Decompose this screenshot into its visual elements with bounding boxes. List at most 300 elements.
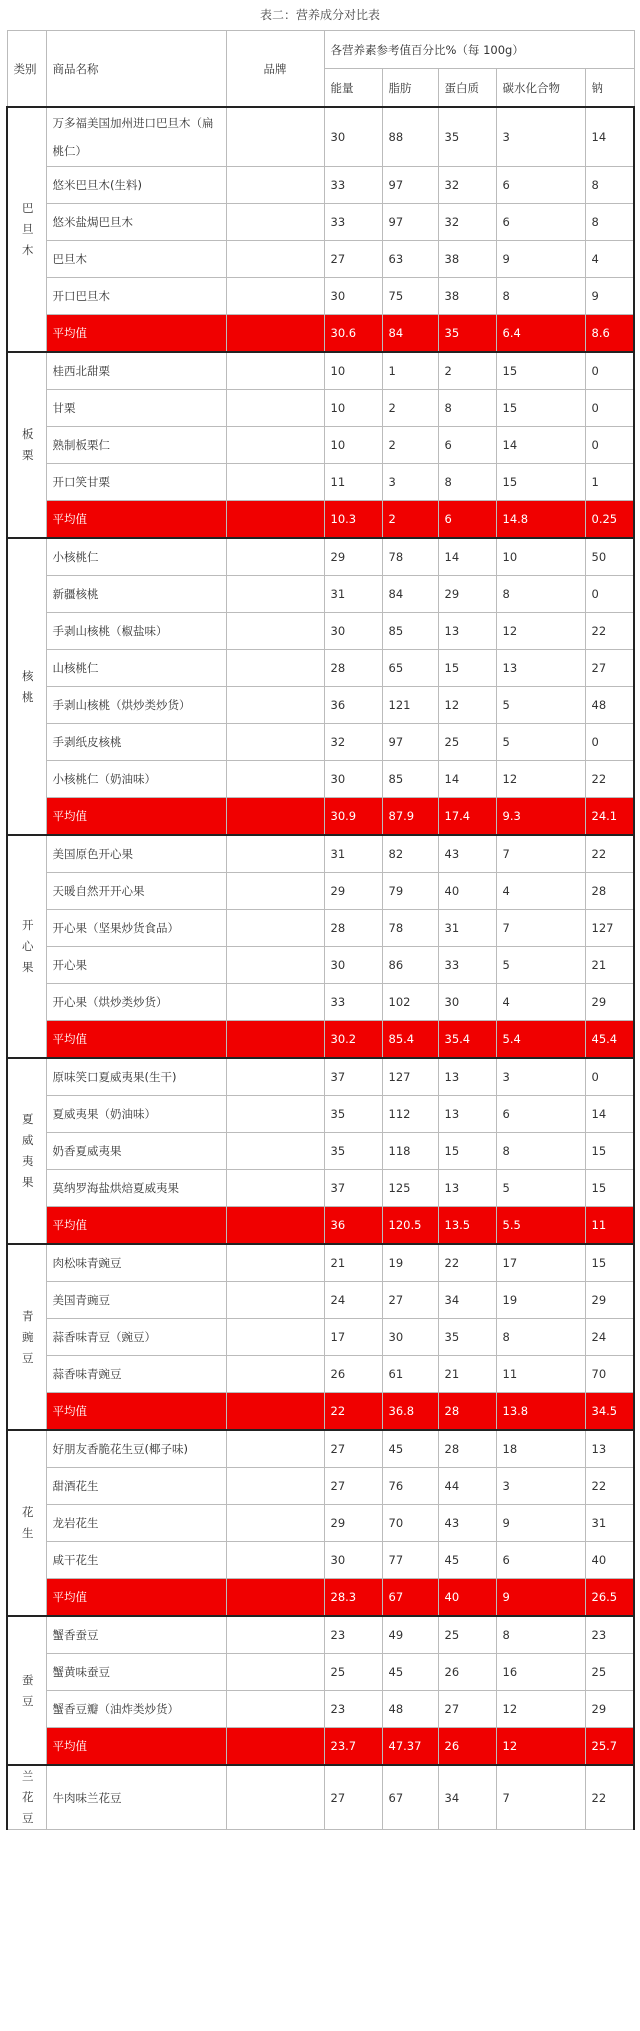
product-name-cell: 熟制板栗仁: [46, 427, 226, 464]
average-fat-cell: 84: [382, 315, 438, 353]
fat-cell: 30: [382, 1319, 438, 1356]
energy-cell: 37: [324, 1058, 382, 1096]
product-name-cell: 龙岩花生: [46, 1505, 226, 1542]
fat-cell: 27: [382, 1282, 438, 1319]
protein-cell: 38: [438, 241, 496, 278]
energy-cell: 30: [324, 278, 382, 315]
category-cell: 板栗: [7, 352, 46, 538]
protein-cell: 2: [438, 352, 496, 390]
table-row: [7, 1430, 634, 1468]
energy-cell: 29: [324, 1505, 382, 1542]
brand-cell: [226, 352, 324, 390]
brand-cell: [226, 613, 324, 650]
energy-cell: 11: [324, 464, 382, 501]
category-cell: 青豌豆: [7, 1244, 46, 1430]
average-label: 平均值: [46, 1207, 226, 1245]
carbs-cell: 11: [496, 1356, 585, 1393]
carbs-cell: 18: [496, 1430, 585, 1468]
fat-cell: 78: [382, 910, 438, 947]
category-cell: 蚕豆: [7, 1616, 46, 1765]
brand-cell: [226, 835, 324, 873]
average-label: 平均值: [46, 1021, 226, 1059]
average-energy-cell: 30.2: [324, 1021, 382, 1059]
brand-cell: [226, 947, 324, 984]
product-name-cell: 手剥山核桃（椒盐味）: [46, 613, 226, 650]
product-name-cell: 美国青豌豆: [46, 1282, 226, 1319]
energy-cell: 37: [324, 1170, 382, 1207]
product-name-cell: 新疆核桃: [46, 576, 226, 613]
table-row: [7, 204, 634, 241]
average-protein-cell: 35.4: [438, 1021, 496, 1059]
brand-cell: [226, 1691, 324, 1728]
average-row: [7, 798, 634, 836]
sodium-cell: 4: [585, 241, 634, 278]
energy-cell: 17: [324, 1319, 382, 1356]
sodium-cell: 8: [585, 204, 634, 241]
average-sodium-cell: 25.7: [585, 1728, 634, 1766]
average-sodium-cell: 11: [585, 1207, 634, 1245]
fat-cell: 65: [382, 650, 438, 687]
brand-cell: [226, 910, 324, 947]
average-carbs-cell: 6.4: [496, 315, 585, 353]
protein-cell: 12: [438, 687, 496, 724]
table-row: [7, 1096, 634, 1133]
energy-cell: 10: [324, 427, 382, 464]
average-protein-cell: 13.5: [438, 1207, 496, 1245]
carbs-cell: 6: [496, 1542, 585, 1579]
category-cell: 核桃: [7, 538, 46, 835]
product-name-cell: 好朋友香脆花生豆(椰子味): [46, 1430, 226, 1468]
average-protein-cell: 35: [438, 315, 496, 353]
product-name-cell: 蟹黄味蚕豆: [46, 1654, 226, 1691]
average-energy-cell: 22: [324, 1393, 382, 1431]
protein-cell: 25: [438, 1616, 496, 1654]
brand-cell: [226, 1505, 324, 1542]
energy-cell: 36: [324, 687, 382, 724]
table-row: [7, 167, 634, 204]
carbs-cell: 6: [496, 204, 585, 241]
protein-cell: 8: [438, 464, 496, 501]
brand-cell: [226, 873, 324, 910]
fat-cell: 49: [382, 1616, 438, 1654]
sodium-cell: 24: [585, 1319, 634, 1356]
average-fat-cell: 2: [382, 501, 438, 539]
brand-cell: [226, 1765, 324, 1830]
sodium-cell: 0: [585, 576, 634, 613]
brand-cell: [226, 984, 324, 1021]
carbs-cell: 4: [496, 984, 585, 1021]
table-row: [7, 107, 634, 167]
energy-cell: 35: [324, 1133, 382, 1170]
sodium-cell: 0: [585, 427, 634, 464]
brand-cell: [226, 1356, 324, 1393]
carbs-cell: 12: [496, 761, 585, 798]
average-row: [7, 1728, 634, 1766]
sodium-cell: 48: [585, 687, 634, 724]
sodium-cell: 0: [585, 390, 634, 427]
average-brand-cell: [226, 798, 324, 836]
product-name-cell: 甘栗: [46, 390, 226, 427]
carbs-cell: 7: [496, 910, 585, 947]
energy-cell: 33: [324, 984, 382, 1021]
average-fat-cell: 85.4: [382, 1021, 438, 1059]
table-row: [7, 538, 634, 576]
product-name-cell: 美国原色开心果: [46, 835, 226, 873]
sodium-cell: 1: [585, 464, 634, 501]
carbs-cell: 12: [496, 1691, 585, 1728]
protein-cell: 43: [438, 835, 496, 873]
energy-cell: 10: [324, 390, 382, 427]
brand-cell: [226, 1058, 324, 1096]
table-row: [7, 1691, 634, 1728]
average-brand-cell: [226, 1579, 324, 1617]
table-row: [7, 241, 634, 278]
carbs-cell: 15: [496, 464, 585, 501]
product-name-cell: 巴旦木: [46, 241, 226, 278]
table-row: [7, 1170, 634, 1207]
table-title: 表二：营养成分对比表: [259, 8, 380, 22]
header-fat: 脂肪: [382, 69, 438, 108]
average-protein-cell: 40: [438, 1579, 496, 1617]
fat-cell: 102: [382, 984, 438, 1021]
table-row: [7, 835, 634, 873]
table-row: [7, 761, 634, 798]
table-row: [7, 427, 634, 464]
product-name-cell: 夏威夷果（奶油味）: [46, 1096, 226, 1133]
carbs-cell: 9: [496, 241, 585, 278]
carbs-cell: 3: [496, 1058, 585, 1096]
product-name-cell: 万多福美国加州进口巴旦木（扁桃仁）: [46, 107, 226, 167]
carbs-cell: 14: [496, 427, 585, 464]
protein-cell: 43: [438, 1505, 496, 1542]
category-cell: 夏威夷果: [7, 1058, 46, 1244]
protein-cell: 26: [438, 1654, 496, 1691]
brand-cell: [226, 390, 324, 427]
average-row: [7, 1021, 634, 1059]
energy-cell: 10: [324, 352, 382, 390]
brand-cell: [226, 1319, 324, 1356]
product-name-cell: 开口笑甘栗: [46, 464, 226, 501]
protein-cell: 44: [438, 1468, 496, 1505]
table-row: [7, 278, 634, 315]
carbs-cell: 8: [496, 1319, 585, 1356]
sodium-cell: 22: [585, 761, 634, 798]
carbs-cell: 5: [496, 687, 585, 724]
energy-cell: 31: [324, 835, 382, 873]
table-row: [7, 1616, 634, 1654]
sodium-cell: 14: [585, 107, 634, 167]
protein-cell: 38: [438, 278, 496, 315]
category-cell: 开心果: [7, 835, 46, 1058]
energy-cell: 26: [324, 1356, 382, 1393]
carbs-cell: 12: [496, 613, 585, 650]
sodium-cell: 0: [585, 1058, 634, 1096]
sodium-cell: 15: [585, 1133, 634, 1170]
carbs-cell: 10: [496, 538, 585, 576]
header-sodium: 钠: [585, 69, 634, 108]
protein-cell: 22: [438, 1244, 496, 1282]
brand-cell: [226, 1430, 324, 1468]
average-fat-cell: 67: [382, 1579, 438, 1617]
product-name-cell: 手剥山核桃（烘炒类炒货）: [46, 687, 226, 724]
energy-cell: 28: [324, 650, 382, 687]
average-energy-cell: 36: [324, 1207, 382, 1245]
carbs-cell: 6: [496, 167, 585, 204]
table-row: [7, 1282, 634, 1319]
product-name-cell: 小核桃仁: [46, 538, 226, 576]
brand-cell: [226, 1096, 324, 1133]
energy-cell: 27: [324, 1430, 382, 1468]
average-protein-cell: 26: [438, 1728, 496, 1766]
sodium-cell: 22: [585, 835, 634, 873]
sodium-cell: 23: [585, 1616, 634, 1654]
protein-cell: 13: [438, 1170, 496, 1207]
carbs-cell: 7: [496, 1765, 585, 1830]
fat-cell: 45: [382, 1654, 438, 1691]
product-name-cell: 开心果: [46, 947, 226, 984]
sodium-cell: 27: [585, 650, 634, 687]
sodium-cell: 28: [585, 873, 634, 910]
brand-cell: [226, 167, 324, 204]
sodium-cell: 31: [585, 1505, 634, 1542]
sodium-cell: 0: [585, 352, 634, 390]
brand-cell: [226, 724, 324, 761]
table-row: [7, 873, 634, 910]
energy-cell: 23: [324, 1691, 382, 1728]
average-sodium-cell: 24.1: [585, 798, 634, 836]
average-carbs-cell: 12: [496, 1728, 585, 1766]
sodium-cell: 8: [585, 167, 634, 204]
fat-cell: 97: [382, 204, 438, 241]
sodium-cell: 50: [585, 538, 634, 576]
energy-cell: 33: [324, 204, 382, 241]
protein-cell: 25: [438, 724, 496, 761]
brand-cell: [226, 761, 324, 798]
protein-cell: 15: [438, 650, 496, 687]
brand-cell: [226, 464, 324, 501]
protein-cell: 33: [438, 947, 496, 984]
sodium-cell: 25: [585, 1654, 634, 1691]
carbs-cell: 16: [496, 1654, 585, 1691]
fat-cell: 121: [382, 687, 438, 724]
protein-cell: 8: [438, 390, 496, 427]
brand-cell: [226, 1468, 324, 1505]
energy-cell: 33: [324, 167, 382, 204]
energy-cell: 27: [324, 1468, 382, 1505]
protein-cell: 40: [438, 873, 496, 910]
fat-cell: 84: [382, 576, 438, 613]
carbs-cell: 9: [496, 1505, 585, 1542]
protein-cell: 32: [438, 204, 496, 241]
sodium-cell: 21: [585, 947, 634, 984]
sodium-cell: 29: [585, 1691, 634, 1728]
sodium-cell: 22: [585, 613, 634, 650]
product-name-cell: 悠米盐焗巴旦木: [46, 204, 226, 241]
table-row: [7, 464, 634, 501]
sodium-cell: 127: [585, 910, 634, 947]
header-energy: 能量: [324, 69, 382, 108]
average-label: 平均值: [46, 315, 226, 353]
average-protein-cell: 6: [438, 501, 496, 539]
average-energy-cell: 28.3: [324, 1579, 382, 1617]
protein-cell: 35: [438, 1319, 496, 1356]
brand-cell: [226, 278, 324, 315]
average-sodium-cell: 26.5: [585, 1579, 634, 1617]
table-row: [7, 947, 634, 984]
protein-cell: 34: [438, 1282, 496, 1319]
fat-cell: 118: [382, 1133, 438, 1170]
energy-cell: 27: [324, 241, 382, 278]
carbs-cell: 13: [496, 650, 585, 687]
product-name-cell: 开心果（坚果炒货食品）: [46, 910, 226, 947]
brand-cell: [226, 687, 324, 724]
product-name-cell: 天暖自然开开心果: [46, 873, 226, 910]
fat-cell: 97: [382, 167, 438, 204]
fat-cell: 2: [382, 390, 438, 427]
energy-cell: 28: [324, 910, 382, 947]
protein-cell: 13: [438, 1096, 496, 1133]
fat-cell: 48: [382, 1691, 438, 1728]
category-cell: 兰花豆: [7, 1765, 46, 1830]
table-row: [7, 687, 634, 724]
average-fat-cell: 120.5: [382, 1207, 438, 1245]
energy-cell: 30: [324, 1542, 382, 1579]
average-sodium-cell: 0.25: [585, 501, 634, 539]
average-brand-cell: [226, 1207, 324, 1245]
protein-cell: 31: [438, 910, 496, 947]
energy-cell: 32: [324, 724, 382, 761]
sodium-cell: 70: [585, 1356, 634, 1393]
carbs-cell: 19: [496, 1282, 585, 1319]
average-carbs-cell: 9: [496, 1579, 585, 1617]
sodium-cell: 15: [585, 1244, 634, 1282]
average-brand-cell: [226, 1728, 324, 1766]
carbs-cell: 5: [496, 724, 585, 761]
table-row: [7, 1058, 634, 1096]
product-name-cell: 悠米巴旦木(生料): [46, 167, 226, 204]
table-row: [7, 724, 634, 761]
brand-cell: [226, 1542, 324, 1579]
protein-cell: 27: [438, 1691, 496, 1728]
product-name-cell: 蟹香豆瓣（油炸类炒货）: [46, 1691, 226, 1728]
average-carbs-cell: 5.4: [496, 1021, 585, 1059]
product-name-cell: 肉松味青豌豆: [46, 1244, 226, 1282]
average-label: 平均值: [46, 1393, 226, 1431]
fat-cell: 85: [382, 613, 438, 650]
energy-cell: 30: [324, 947, 382, 984]
table-row: [7, 1356, 634, 1393]
protein-cell: 45: [438, 1542, 496, 1579]
energy-cell: 23: [324, 1616, 382, 1654]
average-carbs-cell: 13.8: [496, 1393, 585, 1431]
category-cell: 花生: [7, 1430, 46, 1616]
header-protein: 蛋白质: [438, 69, 496, 108]
brand-cell: [226, 538, 324, 576]
fat-cell: 70: [382, 1505, 438, 1542]
protein-cell: 32: [438, 167, 496, 204]
average-energy-cell: 30.6: [324, 315, 382, 353]
header-name: 商品名称: [46, 31, 226, 108]
carbs-cell: 15: [496, 352, 585, 390]
carbs-cell: 3: [496, 107, 585, 167]
product-name-cell: 蟹香蚕豆: [46, 1616, 226, 1654]
carbs-cell: 3: [496, 1468, 585, 1505]
average-fat-cell: 47.37: [382, 1728, 438, 1766]
energy-cell: 27: [324, 1765, 382, 1830]
sodium-cell: 9: [585, 278, 634, 315]
table-row: [7, 1468, 634, 1505]
average-carbs-cell: 14.8: [496, 501, 585, 539]
protein-cell: 29: [438, 576, 496, 613]
energy-cell: 29: [324, 873, 382, 910]
carbs-cell: 4: [496, 873, 585, 910]
table-row: [7, 613, 634, 650]
header-brand: 品牌: [226, 31, 324, 108]
fat-cell: 75: [382, 278, 438, 315]
brand-cell: [226, 1133, 324, 1170]
energy-cell: 25: [324, 1654, 382, 1691]
average-row: [7, 1207, 634, 1245]
brand-cell: [226, 107, 324, 167]
header-group: 各营养素参考值百分比%（每 100g）: [324, 31, 634, 69]
protein-cell: 13: [438, 1058, 496, 1096]
category-cell: 巴旦木: [7, 107, 46, 352]
energy-cell: 30: [324, 761, 382, 798]
average-row: [7, 315, 634, 353]
average-protein-cell: 17.4: [438, 798, 496, 836]
brand-cell: [226, 1654, 324, 1691]
product-name-cell: 手剥纸皮核桃: [46, 724, 226, 761]
product-name-cell: 开心果（烘炒类炒货）: [46, 984, 226, 1021]
fat-cell: 61: [382, 1356, 438, 1393]
fat-cell: 19: [382, 1244, 438, 1282]
sodium-cell: 29: [585, 984, 634, 1021]
carbs-cell: 5: [496, 1170, 585, 1207]
fat-cell: 78: [382, 538, 438, 576]
energy-cell: 30: [324, 613, 382, 650]
table-row: [7, 650, 634, 687]
fat-cell: 85: [382, 761, 438, 798]
average-row: [7, 1579, 634, 1617]
average-row: [7, 1393, 634, 1431]
fat-cell: 127: [382, 1058, 438, 1096]
sodium-cell: 22: [585, 1468, 634, 1505]
fat-cell: 125: [382, 1170, 438, 1207]
table-row: [7, 1133, 634, 1170]
average-sodium-cell: 34.5: [585, 1393, 634, 1431]
product-name-cell: 桂西北甜栗: [46, 352, 226, 390]
brand-cell: [226, 576, 324, 613]
carbs-cell: 5: [496, 947, 585, 984]
carbs-cell: 8: [496, 576, 585, 613]
fat-cell: 45: [382, 1430, 438, 1468]
average-fat-cell: 87.9: [382, 798, 438, 836]
energy-cell: 24: [324, 1282, 382, 1319]
carbs-cell: 8: [496, 1616, 585, 1654]
brand-cell: [226, 1616, 324, 1654]
energy-cell: 30: [324, 107, 382, 167]
protein-cell: 34: [438, 1765, 496, 1830]
sodium-cell: 14: [585, 1096, 634, 1133]
sodium-cell: 0: [585, 724, 634, 761]
sodium-cell: 29: [585, 1282, 634, 1319]
sodium-cell: 13: [585, 1430, 634, 1468]
table-row: [7, 1244, 634, 1282]
header-carbs: 碳水化合物: [496, 69, 585, 108]
fat-cell: 67: [382, 1765, 438, 1830]
average-label: 平均值: [46, 798, 226, 836]
product-name-cell: 蒜香味青豆（豌豆）: [46, 1319, 226, 1356]
